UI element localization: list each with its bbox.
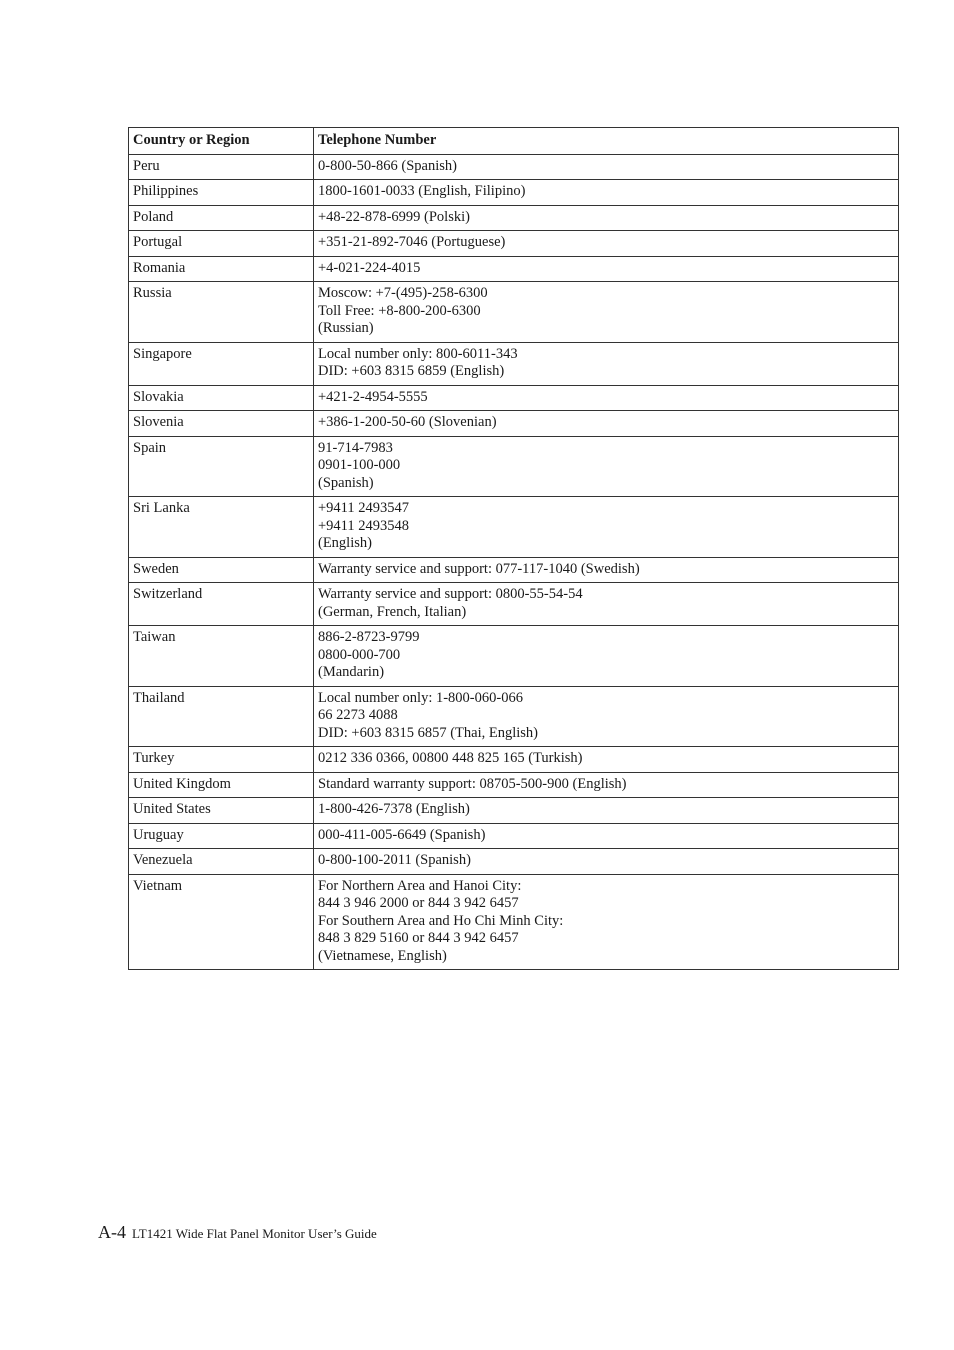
telephone-cell: 886-2-8723-9799 0800-000-700 (Mandarin) <box>314 626 899 687</box>
country-cell: Russia <box>129 282 314 343</box>
telephone-cell: For Northern Area and Hanoi City: 844 3 946 2000 or 844 3 942 6457 For Southern Area and Ho Chi Minh City: 848 3 829 5160 or 844 3 942 6457 (Vietnamese, English) <box>314 874 899 970</box>
country-cell: Portugal <box>129 231 314 257</box>
telephone-cell: +9411 2493547 +9411 2493548 (English) <box>314 497 899 558</box>
country-cell: Singapore <box>129 342 314 385</box>
table-row <box>129 342 899 385</box>
telephone-cell: 91-714-7983 0901-100-000 (Spanish) <box>314 436 899 497</box>
country-cell: Peru <box>129 154 314 180</box>
table-body <box>129 154 899 970</box>
telephone-cell: Local number only: 1-800-060-066 66 2273 4088 DID: +603 8315 6857 (Thai, English) <box>314 686 899 747</box>
telephone-cell: +351-21-892-7046 (Portuguese) <box>314 231 899 257</box>
table-row <box>129 849 899 875</box>
table-row <box>129 686 899 747</box>
page-number: A-4 <box>98 1222 126 1242</box>
country-cell: Poland <box>129 205 314 231</box>
country-cell: Switzerland <box>129 583 314 626</box>
table-row <box>129 772 899 798</box>
page-footer <box>98 1222 377 1244</box>
table-row <box>129 626 899 687</box>
table-row <box>129 411 899 437</box>
telephone-cell: Warranty service and support: 0800-55-54-54 (German, French, Italian) <box>314 583 899 626</box>
table-header-row <box>129 128 899 155</box>
table-row <box>129 256 899 282</box>
telephone-cell: 000-411-005-6649 (Spanish) <box>314 823 899 849</box>
telephone-cell: 1-800-426-7378 (English) <box>314 798 899 824</box>
country-cell: Romania <box>129 256 314 282</box>
table-row <box>129 231 899 257</box>
country-cell: Venezuela <box>129 849 314 875</box>
country-cell: Spain <box>129 436 314 497</box>
telephone-cell: 0-800-100-2011 (Spanish) <box>314 849 899 875</box>
telephone-cell: Local number only: 800-6011-343 DID: +603 8315 6859 (English) <box>314 342 899 385</box>
telephone-cell: 0212 336 0366, 00800 448 825 165 (Turkish) <box>314 747 899 773</box>
country-cell: Slovakia <box>129 385 314 411</box>
table-row <box>129 385 899 411</box>
table-row <box>129 874 899 970</box>
telephone-cell: +386-1-200-50-60 (Slovenian) <box>314 411 899 437</box>
telephone-cell: +421-2-4954-5555 <box>314 385 899 411</box>
country-cell: United States <box>129 798 314 824</box>
telephone-cell: +4-021-224-4015 <box>314 256 899 282</box>
country-cell: Slovenia <box>129 411 314 437</box>
telephone-cell: 1800-1601-0033 (English, Filipino) <box>314 180 899 206</box>
country-cell: Turkey <box>129 747 314 773</box>
telephone-cell: Warranty service and support: 077-117-1040 (Swedish) <box>314 557 899 583</box>
country-cell: Sweden <box>129 557 314 583</box>
country-cell: Uruguay <box>129 823 314 849</box>
table-row <box>129 180 899 206</box>
table-row <box>129 798 899 824</box>
table-row <box>129 823 899 849</box>
column-header-telephone: Telephone Number <box>314 128 899 155</box>
table-row <box>129 747 899 773</box>
table-row <box>129 557 899 583</box>
country-cell: Vietnam <box>129 874 314 970</box>
table-row <box>129 154 899 180</box>
table-row <box>129 497 899 558</box>
telephone-cell: +48-22-878-6999 (Polski) <box>314 205 899 231</box>
column-header-country: Country or Region <box>129 128 314 155</box>
country-cell: Taiwan <box>129 626 314 687</box>
telephone-cell: 0-800-50-866 (Spanish) <box>314 154 899 180</box>
table-row <box>129 436 899 497</box>
telephone-support-table <box>128 127 899 970</box>
guide-title: LT1421 Wide Flat Panel Monitor User’s Guide <box>132 1226 377 1241</box>
country-cell: Sri Lanka <box>129 497 314 558</box>
telephone-cell: Moscow: +7-(495)-258-6300 Toll Free: +8-800-200-6300 (Russian) <box>314 282 899 343</box>
table-row <box>129 282 899 343</box>
country-cell: Thailand <box>129 686 314 747</box>
table-row <box>129 583 899 626</box>
telephone-cell: Standard warranty support: 08705-500-900 (English) <box>314 772 899 798</box>
table-row <box>129 205 899 231</box>
country-cell: Philippines <box>129 180 314 206</box>
country-cell: United Kingdom <box>129 772 314 798</box>
